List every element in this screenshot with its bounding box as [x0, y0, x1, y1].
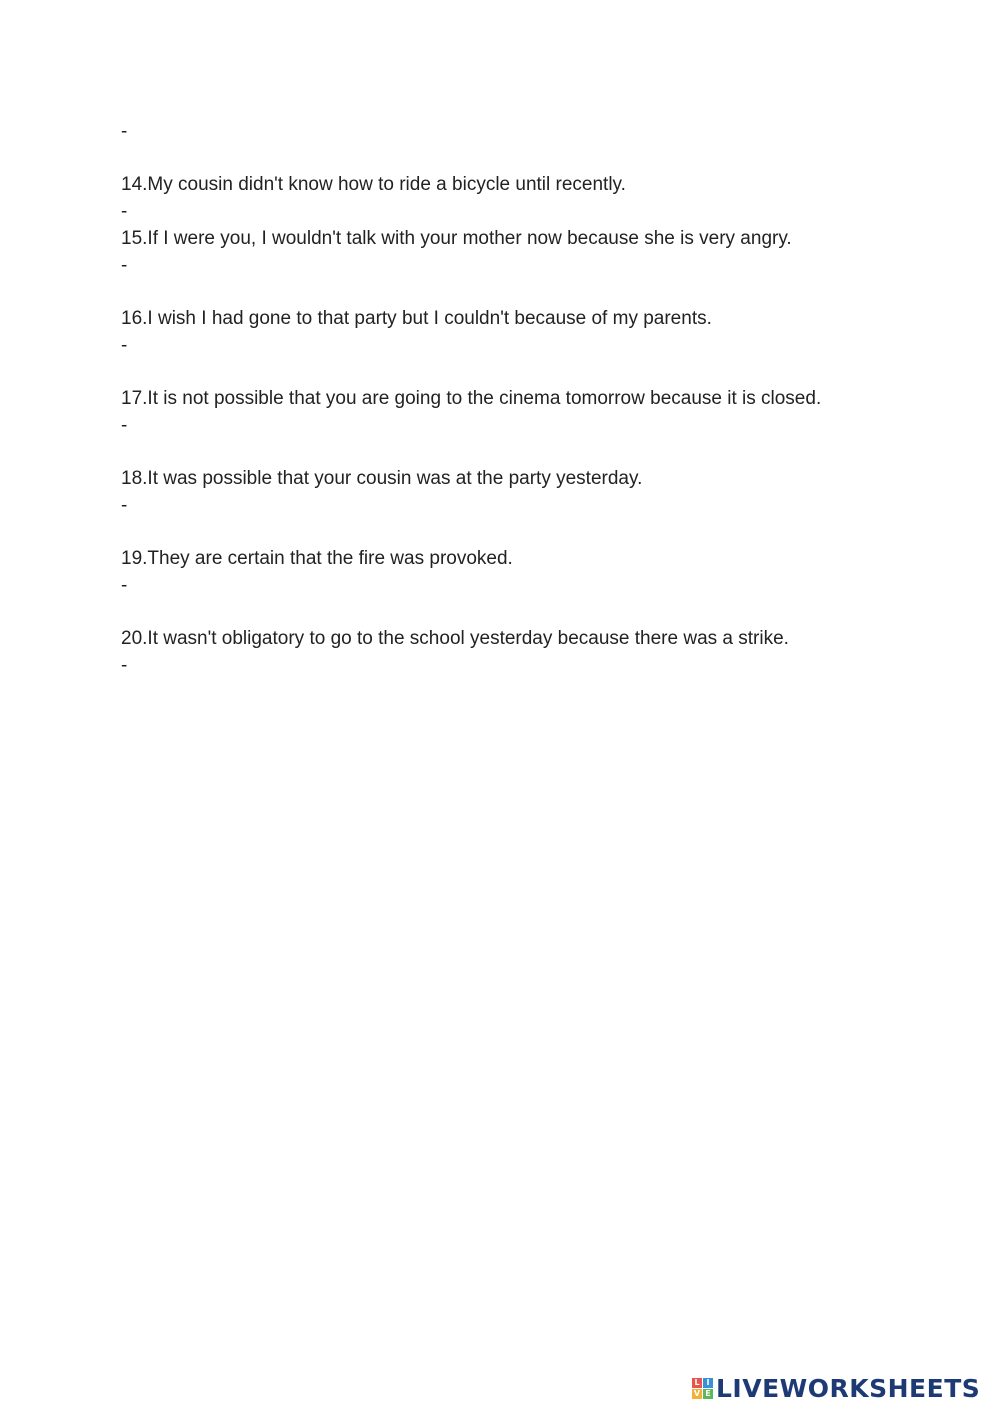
answer-field-19[interactable]: - — [121, 575, 128, 596]
logo-grid-icon — [692, 1378, 713, 1399]
question-20: 20.It wasn't obligatory to go to the school yesterday because there was a strike. — [121, 628, 789, 649]
answer-field-18[interactable]: - — [121, 495, 128, 516]
answer-field-15[interactable]: - — [121, 255, 128, 276]
logo-letter-v: V — [693, 1388, 701, 1398]
answer-field-16[interactable]: - — [121, 335, 128, 356]
liveworksheets-logo — [692, 1374, 980, 1402]
question-18: 18.It was possible that your cousin was at the party yesterday. — [121, 468, 643, 489]
answer-field-14[interactable]: - — [121, 201, 128, 222]
question-19: 19.They are certain that the fire was provoked. — [121, 548, 513, 569]
brand-name: LIVEWORKSHEETS — [716, 1373, 981, 1403]
answer-field-17[interactable]: - — [121, 415, 128, 436]
question-15: 15.If I were you, I wouldn't talk with your mother now because she is very angry. — [121, 228, 792, 249]
question-17: 17.It is not possible that you are going to the cinema tomorrow because it is closed. — [121, 388, 822, 409]
question-14: 14.My cousin didn't know how to ride a bicycle until recently. — [121, 174, 626, 195]
answer-field-13[interactable]: - — [121, 121, 128, 142]
answer-field-20[interactable]: - — [121, 655, 128, 676]
question-16: 16.I wish I had gone to that party but I couldn't because of my parents. — [121, 308, 712, 329]
logo-letter-e: E — [703, 1389, 713, 1399]
logo-letter-i: I — [703, 1378, 713, 1388]
logo-letter-l: L — [692, 1378, 702, 1388]
